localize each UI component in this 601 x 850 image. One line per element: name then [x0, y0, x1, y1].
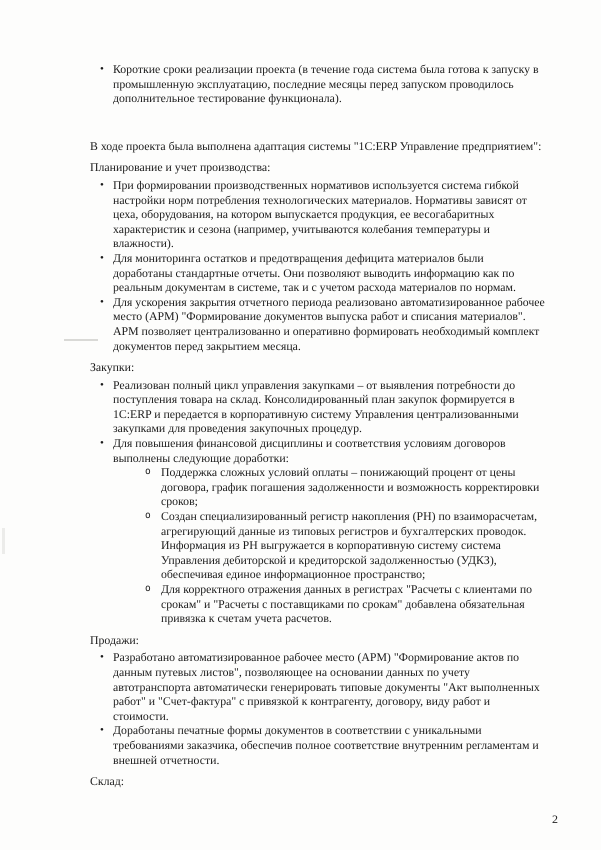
list-item	[100, 436, 546, 465]
list-item-text: При формировании производственных нормативов используется система гибкой настройки норм потребления технологических материалов. Нормативы зависят от цеха, оборудования, на котором выпускается продукция, ее весогабаритных характеристик и сезона (например, учитываются колебания температуры и влажности).	[113, 177, 527, 251]
list-item-text: Для повышения финансовой дисциплины и соответствия условиям договоров выполнены следующие доработки:	[113, 436, 506, 465]
list-item-text: Для мониторинга остатков и предотвращения дефицита материалов были доработаны стандартные отчеты. Они позволяют выводить информацию как по реальным документам в системе, так и с учетом расхода материалов по нормам.	[113, 250, 516, 295]
document-content	[90, 62, 546, 792]
bullet-icon: •	[100, 178, 104, 191]
list-item-text: Для ускорения закрытия отчетного периода реализовано автоматизированное рабочее место (АРМ) "Формирование документов выпуска работ и списания материалов". АРМ позволяет централизованно и оперативно формировать необходимый комплект документов перед закрытием месяца.	[113, 294, 545, 353]
list-item-text: Короткие сроки реализации проекта (в течение года система была готова к запуску в промышленную эксплуатацию, последние месяцы перед запуском проводилось дополнительное тестирование функционала).	[113, 62, 539, 106]
page-number: 2	[552, 812, 558, 826]
bullet-icon: •	[100, 724, 104, 737]
bullet-list	[90, 62, 546, 106]
section-heading: Закупки:	[90, 360, 135, 375]
list-item	[100, 62, 546, 106]
circle-bullet-icon: o	[145, 583, 151, 594]
section-heading: Склад:	[90, 774, 125, 789]
sub-list-item	[145, 465, 546, 509]
list-item-text: Создан специализированный регистр накопления (РН) по взаиморасчетам, агрегирующий данные из типовых регистров и бухгалтерских проводок. Информация из РН выгружается в корпоративную систему система Управления дебиторской и кредиторской задолженностью (УДКЗ), обеспечивая единое информационное пространство;	[161, 509, 538, 582]
circle-bullet-icon: o	[145, 510, 151, 522]
list-item	[100, 295, 546, 353]
list-item	[100, 650, 546, 723]
bullet-icon: •	[100, 651, 104, 664]
list-item-text: Для корректного отражения данных в регистрах "Расчеты с клиентами по срокам" и "Расчеты с поставщиками по срокам" добавлена обязательная привязка к счетам учета расчетов.	[161, 582, 533, 626]
bullet-list	[90, 650, 546, 767]
list-item	[100, 723, 546, 767]
section-heading: Продажи:	[90, 632, 139, 647]
list-item-text: Доработаны печатные формы документов в соответствии с уникальными требованиями заказчика, обеспечив полное соответствие внутренним регламентам и внешней отчетности.	[113, 723, 539, 767]
bullet-icon: •	[100, 437, 104, 450]
list-item	[100, 251, 546, 295]
bullet-icon: •	[100, 251, 104, 264]
section-heading: Планирование и учет производства:	[90, 160, 271, 175]
list-item	[100, 378, 546, 436]
circle-bullet-icon: o	[145, 466, 151, 478]
scan-artifact	[2, 528, 5, 554]
list-item-text: Разработано автоматизированное рабочее место (АРМ) "Формирование актов по данным путевых листов", позволяющее на основании данных по учету автотранспорта автоматически генерировать типовые документы "Акт выполненных работ" и "Счет-фактура" с привязкой к контрагенту, договору, виду работ и стоимости.	[113, 650, 540, 723]
sub-list-item	[145, 582, 546, 626]
bullet-icon: •	[100, 295, 104, 308]
bullet-icon: •	[100, 63, 104, 75]
paragraph: В ходе проекта была выполнена адаптация системы "1С:ERP Управление предприятием":	[90, 138, 542, 153]
list-item	[100, 178, 546, 251]
bullet-list	[90, 178, 546, 353]
bullet-icon: •	[100, 378, 104, 391]
bullet-list	[90, 378, 546, 626]
list-item-text: Поддержка сложных условий оплаты – понижающий процент от цены договора, график погашения задолженности и возможность корректировки сроков;	[161, 465, 540, 509]
list-item-text: Реализован полный цикл управления закупками – от выявления потребности до поступления товара на склад. Консолидированный план закупок формируется в 1С:ERP и передается в корпоративную систему Управления централизованными закупками для проведения закупочных процедур.	[113, 377, 519, 436]
sub-list-item	[145, 509, 546, 582]
